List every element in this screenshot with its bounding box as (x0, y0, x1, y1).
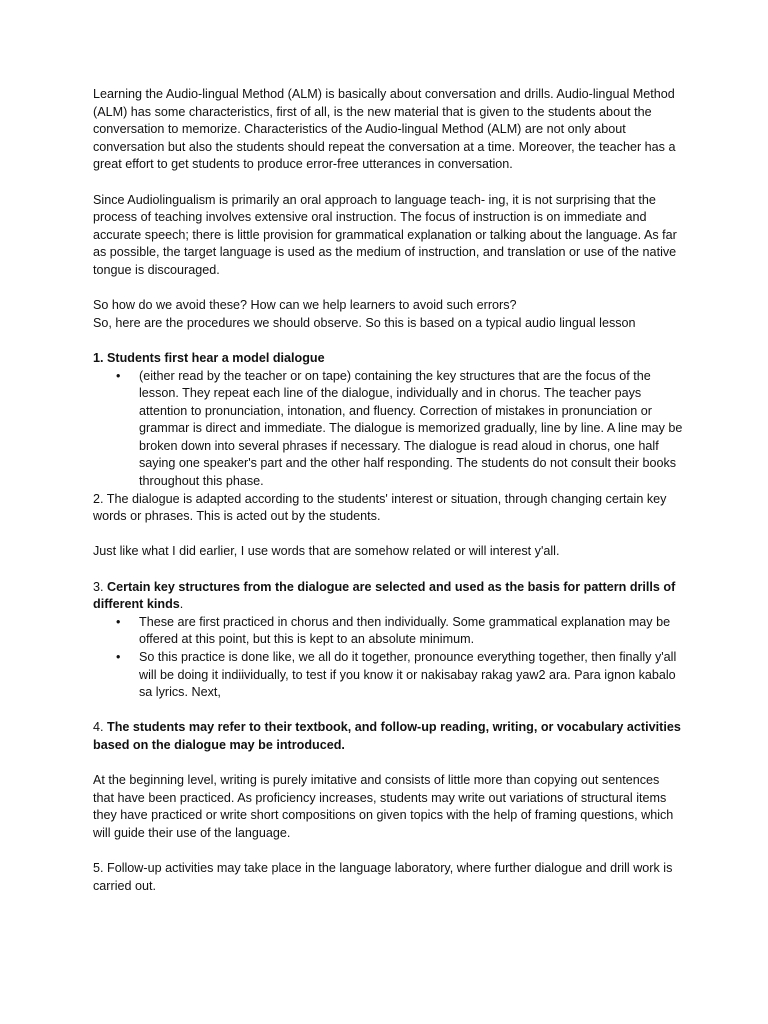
step3-period: . (179, 597, 184, 612)
intro-paragraph: Learning the Audio-lingual Method (ALM) is basically about conversation and drills. Audio-lingual Method (ALM) has some characteristics, first of all, is the new material that is given to the students about the conversation to memorize. Characteristics of the Audio-lingual Method (ALM) are not only about conversation but also the students should repeat the conversation at a time. Moreover, the teacher has a great effort to get students to produce error-free utterances in conversation. (93, 87, 676, 172)
step2-paragraph: 2. The dialogue is adapted according to the students' interest or situation, through changing certain key words or phrases. This is acted out by the students. (93, 491, 667, 524)
spacer (93, 280, 683, 298)
step3-bullet: • These are first practiced in chorus and then individually. Some grammatical explanation may be offered at this point, but this is kept to an absolute minimum. (139, 614, 683, 649)
step1-heading: 1. Students first hear a model dialogue (93, 350, 325, 365)
document-page (93, 86, 683, 895)
step3-heading: Certain key structures from the dialogue are selected and used as the basis for pattern drills of different kinds (93, 579, 676, 612)
step4-number: 4. (93, 720, 108, 735)
step4-heading-line (93, 719, 683, 754)
spacer (93, 561, 683, 579)
writing-paragraph: At the beginning level, writing is purely imitative and consists of little more than copying out sentences that have been practiced. As proficiency increases, students may write out variations of structural items they have practiced or write short compositions on given topics with the help of framing questions, which will guide their use of the language. (93, 773, 674, 840)
step4-heading: The students may refer to their textbook, and follow-up reading, writing, or vocabulary activities based on the dialogue may be introduced. (93, 720, 681, 752)
procedures-line: So, here are the procedures we should observe. So this is based on a typical audio lingual lesson (93, 315, 636, 330)
question-line: So how do we avoid these? How can we help learners to avoid such errors? (93, 298, 517, 313)
comment-paragraph: Just like what I did earlier, I use words that are somehow related or will interest y'all. (93, 544, 560, 559)
step3-bullet: • So this practice is done like, we all do it together, pronounce everything together, then finally y'all will be doing it indiividually, to test if you know it or nakisabay rakag yaw2 ara. Para ignon kabalo sa lyrics. Next, (139, 649, 683, 702)
spacer (93, 755, 683, 773)
step5-paragraph: 5. Follow-up activities may take place in the language laboratory, where further dialogue and drill work is carried out. (93, 861, 673, 893)
spacer (93, 843, 683, 861)
step3-heading-line (93, 579, 683, 614)
spacer (93, 702, 683, 720)
audiolingualism-paragraph: Since Audiolingualism is primarily an oral approach to language teach- ing, it is not surprising that the process of teaching involves extensive oral instruction. The focus of instruction is on immediate and accurate speech; there is little provision for grammatical explanation or talking about the language. As far as possible, the target language is used as the medium of instruction, and translation or use of the native tongue is discouraged. (93, 192, 677, 277)
step1-bullet: • (either read by the teacher or on tape) containing the key structures that are the focus of the lesson. They repeat each line of the dialogue, individually and in chorus. The teacher pays attention to pronunciation, intonation, and fluency. Correction of mistakes in pronunciation or grammar is direct and immediate. The dialogue is memorized gradually, line by line. A line may be broken down into several phrases if necessary. The dialogue is read aloud in chorus, one half saying one speaker's part and the other half responding. The students do not consult their books throughout this phase. (139, 368, 683, 491)
spacer (93, 174, 683, 192)
spacer (93, 332, 683, 350)
step1-bullet-list (93, 368, 683, 491)
step3-bullet-list (93, 614, 683, 702)
step3-number: 3. (93, 579, 108, 594)
spacer (93, 526, 683, 544)
